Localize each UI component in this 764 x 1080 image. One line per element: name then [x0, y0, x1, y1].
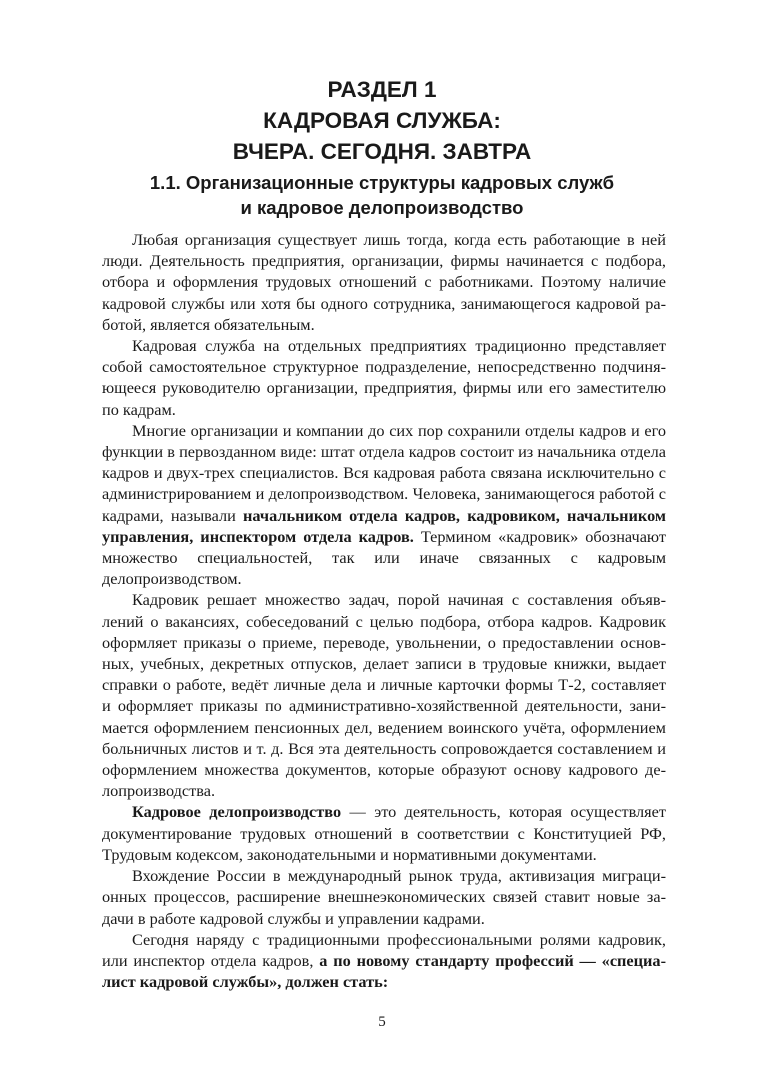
paragraph-3-bold-titles: начальником отдела кадров, кадровиком, начальником управления, инспектором отдела кадров.	[102, 505, 666, 546]
subsection-title-line-1: 1.1. Организационные структуры кадровых служб	[149, 172, 615, 193]
body-text	[102, 229, 666, 992]
paragraph-2: Кадровая служба на отдельных предприятиях традиционно представляет собой самостоятельное структурное подразделение, непосредственно подчиняющееся руководителю организации, предприятия, фирмы или его заместителю по кадрам.	[102, 336, 666, 419]
subsection-title-line-2: и кадровое делопроизводство	[240, 197, 524, 218]
page-number: 5	[378, 1014, 386, 1030]
paragraph-3	[102, 420, 666, 590]
paragraph-7-bold: а по новому стандарту профессий — «специалист кадровой службы», должен стать:	[102, 950, 666, 992]
paragraph-1: Любая организация существует лишь тогда, когда есть работающие в ней люди. Деятельность предприятия, организации, фирмы начинается с подбора, отбора и оформления трудовых отношений с работниками. Поэтому наличие кадровой службы или хотя бы одного сотрудника, занимающегося кадровой работой, является обязательным.	[102, 230, 666, 334]
section-number: РАЗДЕЛ 1	[327, 77, 437, 102]
subsection-heading	[0, 170, 764, 220]
paragraph-4: Кадровик решает множество задач, порой начиная с составления объявлений о вакансиях, собеседований с целью подбора, отбора кадров. Кадровик оформляет приказы о приеме, переводе, увольнении, о предоставлении основных, учебных, декретных отпусков, делает записи в трудовые книжки, выдает справки о работе, ведёт личные дела и личные карточки формы Т-2, составляет и оформляет приказы по административно-хозяйственной деятельности, занимается оформлением пенсионных дел, ведением воинского учёта, оформлением больничных листов и т. д. Вся эта деятельность сопровождается составлением и оформлением множества документов, которые образуют основу кадрового делопроизводства.	[102, 590, 666, 801]
section-title-line-2: ВЧЕРА. СЕГОДНЯ. ЗАВТРА	[232, 139, 532, 164]
paragraph-3-text-a: Многие организации и компании до сих пор сохранили отделы кадров и его функции в первозданном виде: штат отдела кадров состоит из начальника отдела кадров и двух-трех специалистов. Вся кадровая работа связана исключительно с администрированием и делопроизводством. Человека, занимающегося работой с кадрами, называли	[102, 420, 666, 525]
paragraph-5	[102, 801, 666, 865]
paragraph-5-definition: — это деятельность, которая осуществляет документирование трудовых отношений в соответствии с Конституцией РФ, Трудовым кодексом, законодательными и нормативными документами.	[102, 802, 667, 864]
paragraph-7-text-a: Сегодня наряду с традиционными профессиональными ролями кадровик, или инспектор отдела кадров,	[102, 929, 666, 970]
section-title-line-1: КАДРОВАЯ СЛУЖБА:	[263, 108, 501, 133]
paragraph-5-term: Кадровое делопроизводство	[132, 802, 342, 822]
section-heading	[0, 74, 764, 167]
paragraph-7	[102, 929, 666, 993]
paragraph-3-text-c: Термином «кадровик» обозначают множество специальностей, так или иначе связанных с кадровым делопроизводством.	[102, 526, 666, 589]
paragraph-6: Вхождение России в международный рынок труда, активизация миграционных процессов, расширение внешнеэкономических связей ставит новые задачи в работе кадровой службы и управлении кадрами.	[102, 866, 666, 928]
